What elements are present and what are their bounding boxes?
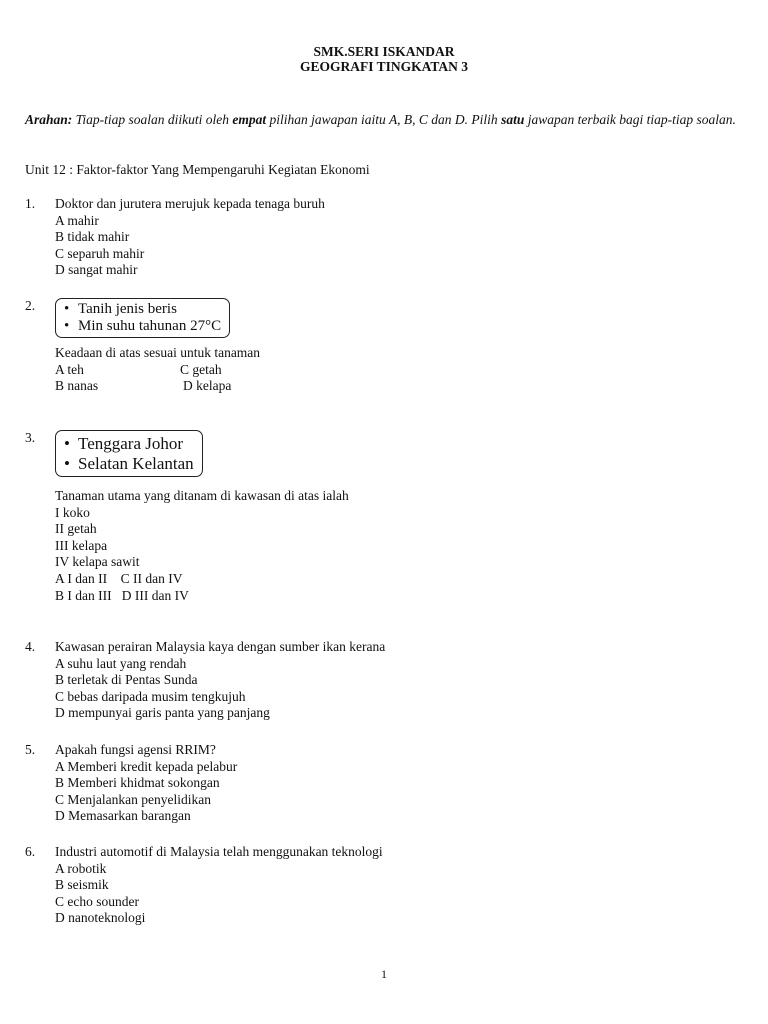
- option-row: B I dan III D III dan IV: [55, 587, 189, 603]
- option: A mahir: [55, 212, 99, 228]
- bullet-icon: •: [64, 301, 70, 317]
- option: B Memberi khidmat sokongan: [55, 775, 220, 791]
- info-box-item: [64, 318, 221, 335]
- option: B nanas: [55, 378, 99, 394]
- option: D kelapa: [183, 378, 232, 394]
- header: [0, 44, 768, 74]
- statement: III kelapa: [55, 537, 108, 553]
- option: D mempunyai garis panta yang panjang: [55, 705, 270, 721]
- question-number: 3.: [25, 430, 36, 445]
- bullet-icon: •: [64, 454, 70, 473]
- subject-title: GEOGRAFI TINGKATAN 3: [299, 59, 469, 74]
- question-stem: Keadaan di atas sesuai untuk tanaman: [55, 345, 261, 360]
- info-box-item: [64, 454, 194, 474]
- instructions-bold-2: satu: [501, 112, 525, 127]
- statement: IV kelapa sawit: [55, 554, 140, 570]
- info-box: [55, 430, 203, 477]
- option: A suhu laut yang rendah: [55, 655, 187, 671]
- info-box-text: Selatan Kelantan: [78, 454, 194, 473]
- question-number: 5.: [25, 742, 36, 757]
- option: B tidak mahir: [55, 229, 130, 245]
- option: A robotik: [55, 860, 107, 876]
- option: C Menjalankan penyelidikan: [55, 791, 211, 807]
- option: A teh: [55, 361, 84, 377]
- option: D nanoteknologi: [55, 910, 146, 926]
- instructions-bold-1: empat: [232, 112, 267, 127]
- instructions-label: Arahan:: [25, 112, 73, 127]
- info-box-item: [64, 434, 194, 454]
- statement: II getah: [55, 521, 97, 537]
- info-box: [55, 298, 230, 338]
- school-name: SMK.SERI ISKANDAR: [313, 44, 455, 59]
- question-number: 1.: [25, 196, 36, 211]
- option-row: [55, 362, 745, 379]
- option-row: [55, 378, 745, 395]
- option: B seismik: [55, 877, 109, 893]
- unit-title: Unit 12 : Faktor-faktor Yang Mempengaruhi Kegiatan Ekonomi: [25, 162, 370, 177]
- instructions: [25, 112, 743, 129]
- bullet-icon: •: [64, 318, 70, 334]
- instructions-text-2: pilihan jawapan iaitu A, B, C dan D. Pilih: [269, 112, 498, 127]
- question-number: 4.: [25, 639, 36, 654]
- bullet-icon: •: [64, 434, 70, 453]
- info-box-text: Min suhu tahunan 27°C: [78, 318, 222, 334]
- info-box-text: Tanih jenis beris: [78, 301, 177, 317]
- option: D sangat mahir: [55, 262, 138, 278]
- option: D Memasarkan barangan: [55, 808, 191, 824]
- option: B terletak di Pentas Sunda: [55, 672, 198, 688]
- question-stem: Kawasan perairan Malaysia kaya dengan sumber ikan kerana: [55, 639, 386, 654]
- option-row: A I dan II C II dan IV: [55, 570, 183, 586]
- option: C getah: [180, 361, 222, 377]
- instructions-text-3: jawapan terbaik bagi tiap-tiap soalan.: [527, 112, 736, 127]
- question-stem: Apakah fungsi agensi RRIM?: [55, 742, 216, 757]
- question-number: 6.: [25, 844, 36, 859]
- question-stem: Doktor dan jurutera merujuk kepada tenaga buruh: [55, 196, 325, 211]
- question-stem: Industri automotif di Malaysia telah menggunakan teknologi: [55, 844, 383, 859]
- question-stem: Tanaman utama yang ditanam di kawasan di atas ialah: [55, 488, 349, 503]
- info-box-text: Tenggara Johor: [78, 434, 184, 453]
- option: C echo sounder: [55, 893, 139, 909]
- option: C separuh mahir: [55, 245, 145, 261]
- info-box-item: [64, 301, 221, 318]
- question-number: 2.: [25, 298, 36, 313]
- option: A Memberi kredit kepada pelabur: [55, 758, 238, 774]
- page-number: 1: [381, 967, 387, 981]
- instructions-text-1: Tiap-tiap soalan diikuti oleh: [75, 112, 230, 127]
- statement: I koko: [55, 504, 90, 520]
- option: C bebas daripada musim tengkujuh: [55, 688, 246, 704]
